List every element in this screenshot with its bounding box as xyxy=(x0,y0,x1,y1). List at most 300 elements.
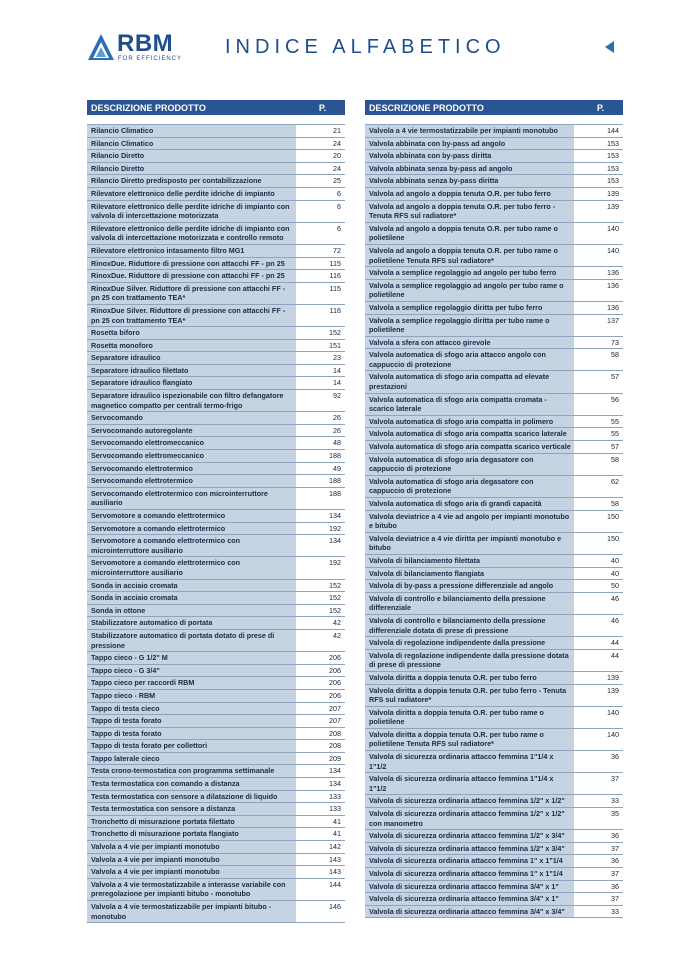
page-number: 206 xyxy=(296,665,345,677)
product-description: Valvola automatica di sfogo aria compatta in polimero xyxy=(365,416,574,428)
page-number: 37 xyxy=(574,868,623,880)
page-number: 36 xyxy=(574,830,623,842)
product-description: Rilevatore elettronico delle perdite idriche di impianto con valvola di intercettazione motorizzata xyxy=(87,201,296,222)
page-header xyxy=(0,0,678,80)
product-description: Valvola automatica di sfogo aria compatta scarico laterale xyxy=(365,428,574,440)
product-description: Valvola di sicurezza ordinaria attacco femmina 1"1/4 x 1"1/2 xyxy=(365,773,574,794)
page-number: 206 xyxy=(296,677,345,689)
table-row xyxy=(87,436,345,449)
table-row xyxy=(87,389,345,411)
page-number: 37 xyxy=(574,773,623,794)
table-row xyxy=(87,411,345,424)
product-description: Rilevatore elettronico delle perdite idriche di impianto con valvola di intercettazione motorizzata e controllo remoto xyxy=(87,223,296,244)
product-description: Tappo cieco per raccordi RBM xyxy=(87,677,296,689)
page-number: 92 xyxy=(296,390,345,411)
page-number: 192 xyxy=(296,557,345,578)
product-description: Valvola di sicurezza ordinaria attacco femmina 1/2" x 3/4" xyxy=(365,843,574,855)
product-description: Valvola di sicurezza ordinaria attacco femmina 1/2" x 1/2" con manometro xyxy=(365,808,574,829)
page-number: 146 xyxy=(296,901,345,922)
product-description: Valvola ad angolo a doppia tenuta O.R. per tubo rame o polietilene xyxy=(365,223,574,244)
page-number: 152 xyxy=(296,327,345,339)
table-row xyxy=(365,370,623,392)
table-row xyxy=(87,840,345,853)
product-description: Servomotore a comando elettrotermico con microinterruttore ausiliario xyxy=(87,535,296,556)
table-row xyxy=(87,124,345,137)
page-number: 44 xyxy=(574,650,623,671)
table-row xyxy=(365,567,623,580)
product-description: Valvola a semplice regolaggio diritta per tubo ferro xyxy=(365,302,574,314)
product-description: Valvola di sicurezza ordinaria attacco femmina 1" x 1"1/4 xyxy=(365,855,574,867)
page-number: 151 xyxy=(296,340,345,352)
table-row xyxy=(87,534,345,556)
table-row xyxy=(87,174,345,187)
product-description: Valvola di by-pass a pressione differenziale ad angolo xyxy=(365,580,574,592)
product-description: Separatore idraulico flangiato xyxy=(87,377,296,389)
product-description: Valvola deviatrice a 4 vie ad angolo per impianti monotubo e bitubo xyxy=(365,511,574,532)
page-number: 56 xyxy=(574,394,623,415)
product-description: Valvola di sicurezza ordinaria attacco femmina 1" x 1"1/4 xyxy=(365,868,574,880)
table-row xyxy=(365,905,623,919)
page-number: 55 xyxy=(574,416,623,428)
index-table-left xyxy=(87,100,345,923)
table-row xyxy=(87,739,345,752)
page-number: 37 xyxy=(574,843,623,855)
table-row xyxy=(87,509,345,522)
page-number: 42 xyxy=(296,630,345,651)
page-number: 115 xyxy=(296,283,345,304)
page-number: 134 xyxy=(296,510,345,522)
product-description: Valvola a 4 vie termostatizzabile a interasse variabile con preregolazione per impianti bitubo - monotubo xyxy=(87,879,296,900)
table-row xyxy=(87,351,345,364)
rbm-triangle-icon xyxy=(87,32,115,62)
product-description: Servocomando elettrotermico xyxy=(87,475,296,487)
table-row xyxy=(365,614,623,636)
page-number: 26 xyxy=(296,425,345,437)
product-description: Valvola automatica di sfogo aria compatta cromata - scarico laterale xyxy=(365,394,574,415)
page-number: 143 xyxy=(296,866,345,878)
product-description: Tappo di testa cieco xyxy=(87,703,296,715)
product-description: Valvola automatica di sfogo aria compatta scarico verticale xyxy=(365,441,574,453)
product-description: Sonda in acciaio cromata xyxy=(87,580,296,592)
table-row xyxy=(87,222,345,244)
brand-name: RBM xyxy=(117,30,174,57)
product-description: Rilevatore elettronico intasamento filtro MG1 xyxy=(87,245,296,257)
product-description: RinoxDue. Riduttore di pressione con attacchi FF - pn 25 xyxy=(87,258,296,270)
table-row xyxy=(365,348,623,370)
table-row xyxy=(87,802,345,815)
table-row xyxy=(365,314,623,336)
table-row xyxy=(87,764,345,777)
product-description: Valvola a 4 vie per impianti monotubo xyxy=(87,866,296,878)
page-number: 55 xyxy=(574,428,623,440)
table-row xyxy=(365,671,623,684)
table-row xyxy=(365,807,623,829)
table-row xyxy=(87,579,345,592)
page-number: 46 xyxy=(574,615,623,636)
table-row xyxy=(365,772,623,794)
product-description: Tappo di testa forato xyxy=(87,715,296,727)
page-number: 144 xyxy=(296,879,345,900)
table-row xyxy=(365,415,623,428)
table-row xyxy=(365,222,623,244)
product-description: Valvola di regolazione indipendente dalla pressione xyxy=(365,637,574,649)
page-number: 14 xyxy=(296,377,345,389)
page-number: 152 xyxy=(296,580,345,592)
page-number: 206 xyxy=(296,652,345,664)
product-description: Valvola di sicurezza ordinaria attacco femmina 1/2" x 3/4" xyxy=(365,830,574,842)
page-number: 20 xyxy=(296,150,345,162)
product-description: Valvola ad angolo a doppia tenuta O.R. per tubo ferro xyxy=(365,188,574,200)
table-row xyxy=(87,244,345,257)
product-description: Valvola di sicurezza ordinaria attacco femmina 3/4" x 1" xyxy=(365,893,574,905)
product-description: Tronchetto di misurazione portata filettato xyxy=(87,816,296,828)
table-row xyxy=(87,364,345,377)
table-row xyxy=(87,676,345,689)
page-number: 23 xyxy=(296,352,345,364)
table-row xyxy=(365,554,623,567)
table-row xyxy=(87,604,345,617)
table-row xyxy=(87,449,345,462)
table-row xyxy=(87,714,345,727)
table-row xyxy=(87,424,345,437)
product-description: Testa termostatica con comando a distanza xyxy=(87,778,296,790)
product-description: Valvola di sicurezza ordinaria attacco femmina 1/2" x 1/2" xyxy=(365,795,574,807)
product-description: Valvola diritta a doppia tenuta O.R. per tubo rame o polietilene xyxy=(365,707,574,728)
product-description: Valvola deviatrice a 4 vie diritta per impianti monotubo e bitubo xyxy=(365,533,574,554)
rbm-logo xyxy=(87,32,207,66)
table-row xyxy=(365,244,623,266)
table-row xyxy=(87,474,345,487)
page-number: 188 xyxy=(296,488,345,509)
product-description: Tappo di testa forato per collettori xyxy=(87,740,296,752)
table-body xyxy=(365,124,623,918)
table-row xyxy=(87,629,345,651)
product-description: Rilancio Diretto xyxy=(87,150,296,162)
product-description: Valvola di sicurezza ordinaria attacco femmina 3/4" x 3/4" xyxy=(365,906,574,918)
table-row xyxy=(365,867,623,880)
table-row xyxy=(365,649,623,671)
table-row xyxy=(87,326,345,339)
table-body xyxy=(87,124,345,923)
product-description: Valvola abbinata con by-pass ad angolo xyxy=(365,138,574,150)
product-description: Testa crono-termostatica con programma settimanale xyxy=(87,765,296,777)
product-description: Servocomando xyxy=(87,412,296,424)
table-row xyxy=(87,752,345,765)
table-header xyxy=(365,100,623,115)
product-description: Servocomando elettrotermico con microinterruttore ausiliario xyxy=(87,488,296,509)
page-number: 57 xyxy=(574,371,623,392)
page-number: 58 xyxy=(574,498,623,510)
page-number: 207 xyxy=(296,703,345,715)
page-number: 139 xyxy=(574,188,623,200)
page-number: 40 xyxy=(574,568,623,580)
product-description: Valvola a semplice regolaggio ad angolo per tubo rame o polietilene xyxy=(365,280,574,301)
table-row xyxy=(365,728,623,750)
page-number: 137 xyxy=(574,315,623,336)
table-row xyxy=(87,689,345,702)
table-row xyxy=(87,616,345,629)
table-row xyxy=(365,579,623,592)
table-row xyxy=(365,393,623,415)
product-description: Valvola a semplice regolaggio diritta per tubo rame o polietilene xyxy=(365,315,574,336)
product-description: Servocomando elettrotermico xyxy=(87,463,296,475)
table-row xyxy=(87,591,345,604)
page-number: 26 xyxy=(296,412,345,424)
page-number: 153 xyxy=(574,175,623,187)
product-description: Separatore idraulico xyxy=(87,352,296,364)
page-number: 33 xyxy=(574,906,623,918)
table-row xyxy=(365,279,623,301)
table-row xyxy=(365,854,623,867)
product-description: Tronchetto di misurazione portata flangiato xyxy=(87,828,296,840)
page-number: 116 xyxy=(296,270,345,282)
table-row xyxy=(365,200,623,222)
page-number: 136 xyxy=(574,267,623,279)
product-description: Rilancio Climatico xyxy=(87,125,296,137)
page-number: 188 xyxy=(296,475,345,487)
page-number: 25 xyxy=(296,175,345,187)
table-row xyxy=(87,304,345,326)
table-row xyxy=(87,269,345,282)
product-description: Tappo laterale cieco xyxy=(87,753,296,765)
product-description: Tappo cieco - G 3/4" xyxy=(87,665,296,677)
table-row xyxy=(87,727,345,740)
page-number: 37 xyxy=(574,893,623,905)
product-description: Testa termostatica con sensore a distanza xyxy=(87,803,296,815)
page-number: 36 xyxy=(574,751,623,772)
page-number: 192 xyxy=(296,523,345,535)
page-number: 142 xyxy=(296,841,345,853)
product-description: Valvola a semplice regolaggio ad angolo per tubo ferro xyxy=(365,267,574,279)
product-description: Separatore idraulico filettato xyxy=(87,365,296,377)
page-title: INDICE ALFABETICO xyxy=(225,36,506,58)
table-row xyxy=(365,842,623,855)
table-row xyxy=(87,462,345,475)
table-row xyxy=(365,794,623,807)
table-row xyxy=(87,257,345,270)
page-number: 153 xyxy=(574,163,623,175)
page-number: 62 xyxy=(574,476,623,497)
product-description: Valvola a 4 vie termostatizzabile per impianti bitubo - monotubo xyxy=(87,901,296,922)
product-description: Valvola di bilanciamento flangiata xyxy=(365,568,574,580)
table-row xyxy=(365,187,623,200)
table-row xyxy=(87,815,345,828)
table-row xyxy=(365,475,623,497)
product-description: Servocomando elettromeccanico xyxy=(87,437,296,449)
page-number: 134 xyxy=(296,778,345,790)
product-description: Valvola a sfera con attacco girevole xyxy=(365,337,574,349)
page-number: 14 xyxy=(296,365,345,377)
page-number: 134 xyxy=(296,535,345,556)
header-page: P. xyxy=(318,102,327,113)
product-description: Stabilizzatore automatico di portata xyxy=(87,617,296,629)
product-description: Valvola diritta a doppia tenuta O.R. per tubo ferro - Tenuta RFS sul radiatore* xyxy=(365,685,574,706)
product-description: Rilevatore elettronico delle perdite idriche di impianto xyxy=(87,188,296,200)
page-number: 58 xyxy=(574,454,623,475)
table-row xyxy=(365,532,623,554)
page-number: 6 xyxy=(296,201,345,222)
page-number: 153 xyxy=(574,138,623,150)
product-description: Valvola di controllo e bilanciamento della pressione differenziale dotata di prese di pressione xyxy=(365,615,574,636)
page-number: 144 xyxy=(574,125,623,137)
product-description: Valvola ad angolo a doppia tenuta O.R. per tubo ferro - Tenuta RFS sul radiatore* xyxy=(365,201,574,222)
table-row xyxy=(365,636,623,649)
product-description: Valvola di regolazione indipendente dalla pressione dotata di prese di pressione xyxy=(365,650,574,671)
product-description: Valvola a 4 vie per impianti monotubo xyxy=(87,854,296,866)
page-number: 150 xyxy=(574,511,623,532)
table-row xyxy=(365,162,623,175)
product-description: Valvola ad angolo a doppia tenuta O.R. per tubo rame o polietilene Tenuta RFS sul radiatore* xyxy=(365,245,574,266)
page-number: 44 xyxy=(574,637,623,649)
table-row xyxy=(365,880,623,893)
page-number: 24 xyxy=(296,163,345,175)
table-row xyxy=(365,266,623,279)
page-number: 140 xyxy=(574,245,623,266)
table-row xyxy=(87,187,345,200)
page-number: 6 xyxy=(296,188,345,200)
product-description: Stabilizzatore automatico di portata dotato di prese di pressione xyxy=(87,630,296,651)
product-description: Sonda in ottone xyxy=(87,605,296,617)
table-row xyxy=(87,162,345,175)
page-number: 136 xyxy=(574,302,623,314)
product-description: Valvola di bilanciamento filettata xyxy=(365,555,574,567)
product-description: Separatore idraulico ispezionabile con filtro defangatore magnetico compatto per centrali termo-frigo xyxy=(87,390,296,411)
page-number: 143 xyxy=(296,854,345,866)
page-number: 133 xyxy=(296,791,345,803)
table-row xyxy=(365,706,623,728)
product-description: Valvola di sicurezza ordinaria attacco femmina 3/4" x 1" xyxy=(365,881,574,893)
product-description: Valvola di controllo e bilanciamento della pressione differenziale xyxy=(365,593,574,614)
page-number: 6 xyxy=(296,223,345,244)
product-description: Valvola a 4 vie per impianti monotubo xyxy=(87,841,296,853)
table-row xyxy=(87,790,345,803)
table-row xyxy=(87,900,345,923)
page-number: 36 xyxy=(574,855,623,867)
product-description: Valvola automatica di sfogo aria compatta ad elevate prestazioni xyxy=(365,371,574,392)
product-description: Valvola abbinata senza by-pass diritta xyxy=(365,175,574,187)
product-description: Sonda in acciaio cromata xyxy=(87,592,296,604)
page-number: 207 xyxy=(296,715,345,727)
page-number: 206 xyxy=(296,690,345,702)
page-number: 72 xyxy=(296,245,345,257)
page-number: 41 xyxy=(296,816,345,828)
table-row xyxy=(87,556,345,578)
brand-tagline: FOR EFFICIENCY xyxy=(118,56,183,62)
product-description: Valvola abbinata con by-pass diritta xyxy=(365,150,574,162)
page-number: 139 xyxy=(574,201,623,222)
page-number: 140 xyxy=(574,223,623,244)
page-number: 33 xyxy=(574,795,623,807)
page-number: 152 xyxy=(296,605,345,617)
table-row xyxy=(365,510,623,532)
triangle-left-icon[interactable] xyxy=(603,40,617,54)
table-row xyxy=(87,702,345,715)
table-row xyxy=(365,427,623,440)
table-header xyxy=(87,100,345,115)
product-description: Valvola diritta a doppia tenuta O.R. per tubo rame o polietilene Tenuta RFS sul radiatore* xyxy=(365,729,574,750)
page-number: 41 xyxy=(296,828,345,840)
table-row xyxy=(87,149,345,162)
product-description: Servocomando autoregolante xyxy=(87,425,296,437)
product-description: Valvola automatica di sfogo aria degasatore con cappuccio di protezione xyxy=(365,454,574,475)
table-row xyxy=(87,878,345,900)
page-number: 40 xyxy=(574,555,623,567)
table-row xyxy=(87,827,345,840)
page-number: 42 xyxy=(296,617,345,629)
product-description: Valvola di sicurezza ordinaria attacco femmina 1"1/4 x 1"1/2 xyxy=(365,751,574,772)
table-row xyxy=(365,149,623,162)
page-number: 140 xyxy=(574,707,623,728)
page-number: 136 xyxy=(574,280,623,301)
page-number: 48 xyxy=(296,437,345,449)
table-row xyxy=(87,339,345,352)
page-number: 208 xyxy=(296,740,345,752)
table-row xyxy=(87,282,345,304)
product-description: Rilancio Diretto xyxy=(87,163,296,175)
page-number: 208 xyxy=(296,728,345,740)
product-description: RinoxDue Silver. Riduttore di pressione con attacchi FF - pn 25 con trattamento TEA* xyxy=(87,305,296,326)
table-row xyxy=(365,453,623,475)
product-description: Rilancio Diretto predisposto per contabilizzazione xyxy=(87,175,296,187)
product-description: Valvola automatica di sfogo aria di grandi capacità xyxy=(365,498,574,510)
page-number: 152 xyxy=(296,592,345,604)
page-number: 153 xyxy=(574,150,623,162)
table-row xyxy=(365,592,623,614)
product-description: Servomotore a comando elettrotermico xyxy=(87,510,296,522)
product-description: Rilancio Climatico xyxy=(87,138,296,150)
page-number: 24 xyxy=(296,138,345,150)
page-number: 140 xyxy=(574,729,623,750)
product-description: Testa termostatica con sensore a dilatazione di liquido xyxy=(87,791,296,803)
product-description: Tappo cieco - RBM xyxy=(87,690,296,702)
product-description: Servomotore a comando elettrotermico xyxy=(87,523,296,535)
page-number: 139 xyxy=(574,672,623,684)
table-row xyxy=(87,200,345,222)
product-description: Rosetta biforo xyxy=(87,327,296,339)
product-description: Servocomando elettromeccanico xyxy=(87,450,296,462)
table-row xyxy=(365,892,623,905)
product-description: Tappo di testa forato xyxy=(87,728,296,740)
product-description: Valvola automatica di sfogo aria degasatore con cappuccio di protezione xyxy=(365,476,574,497)
product-description: RinoxDue. Riduttore di pressione con attacchi FF - pn 25 xyxy=(87,270,296,282)
page-number: 150 xyxy=(574,533,623,554)
page-number: 134 xyxy=(296,765,345,777)
table-row xyxy=(365,440,623,453)
product-description: Tappo cieco - G 1/2" M xyxy=(87,652,296,664)
table-row xyxy=(365,124,623,137)
table-row xyxy=(87,522,345,535)
page-number: 21 xyxy=(296,125,345,137)
header-description: DESCRIZIONE PRODOTTO xyxy=(369,102,484,113)
table-row xyxy=(365,750,623,772)
product-description: Valvola diritta a doppia tenuta O.R. per tubo ferro xyxy=(365,672,574,684)
page-number: 36 xyxy=(574,881,623,893)
table-row xyxy=(87,664,345,677)
product-description: Valvola abbinata senza by-pass ad angolo xyxy=(365,163,574,175)
page-number: 50 xyxy=(574,580,623,592)
table-row xyxy=(365,684,623,706)
table-row xyxy=(87,376,345,389)
product-description: Rosetta monoforo xyxy=(87,340,296,352)
page-number: 133 xyxy=(296,803,345,815)
table-row xyxy=(365,137,623,150)
table-row xyxy=(87,865,345,878)
table-row xyxy=(365,829,623,842)
product-description: Valvola a 4 vie termostatizzabile per impianti monotubo xyxy=(365,125,574,137)
table-row xyxy=(87,853,345,866)
page-number: 46 xyxy=(574,593,623,614)
page-number: 139 xyxy=(574,685,623,706)
